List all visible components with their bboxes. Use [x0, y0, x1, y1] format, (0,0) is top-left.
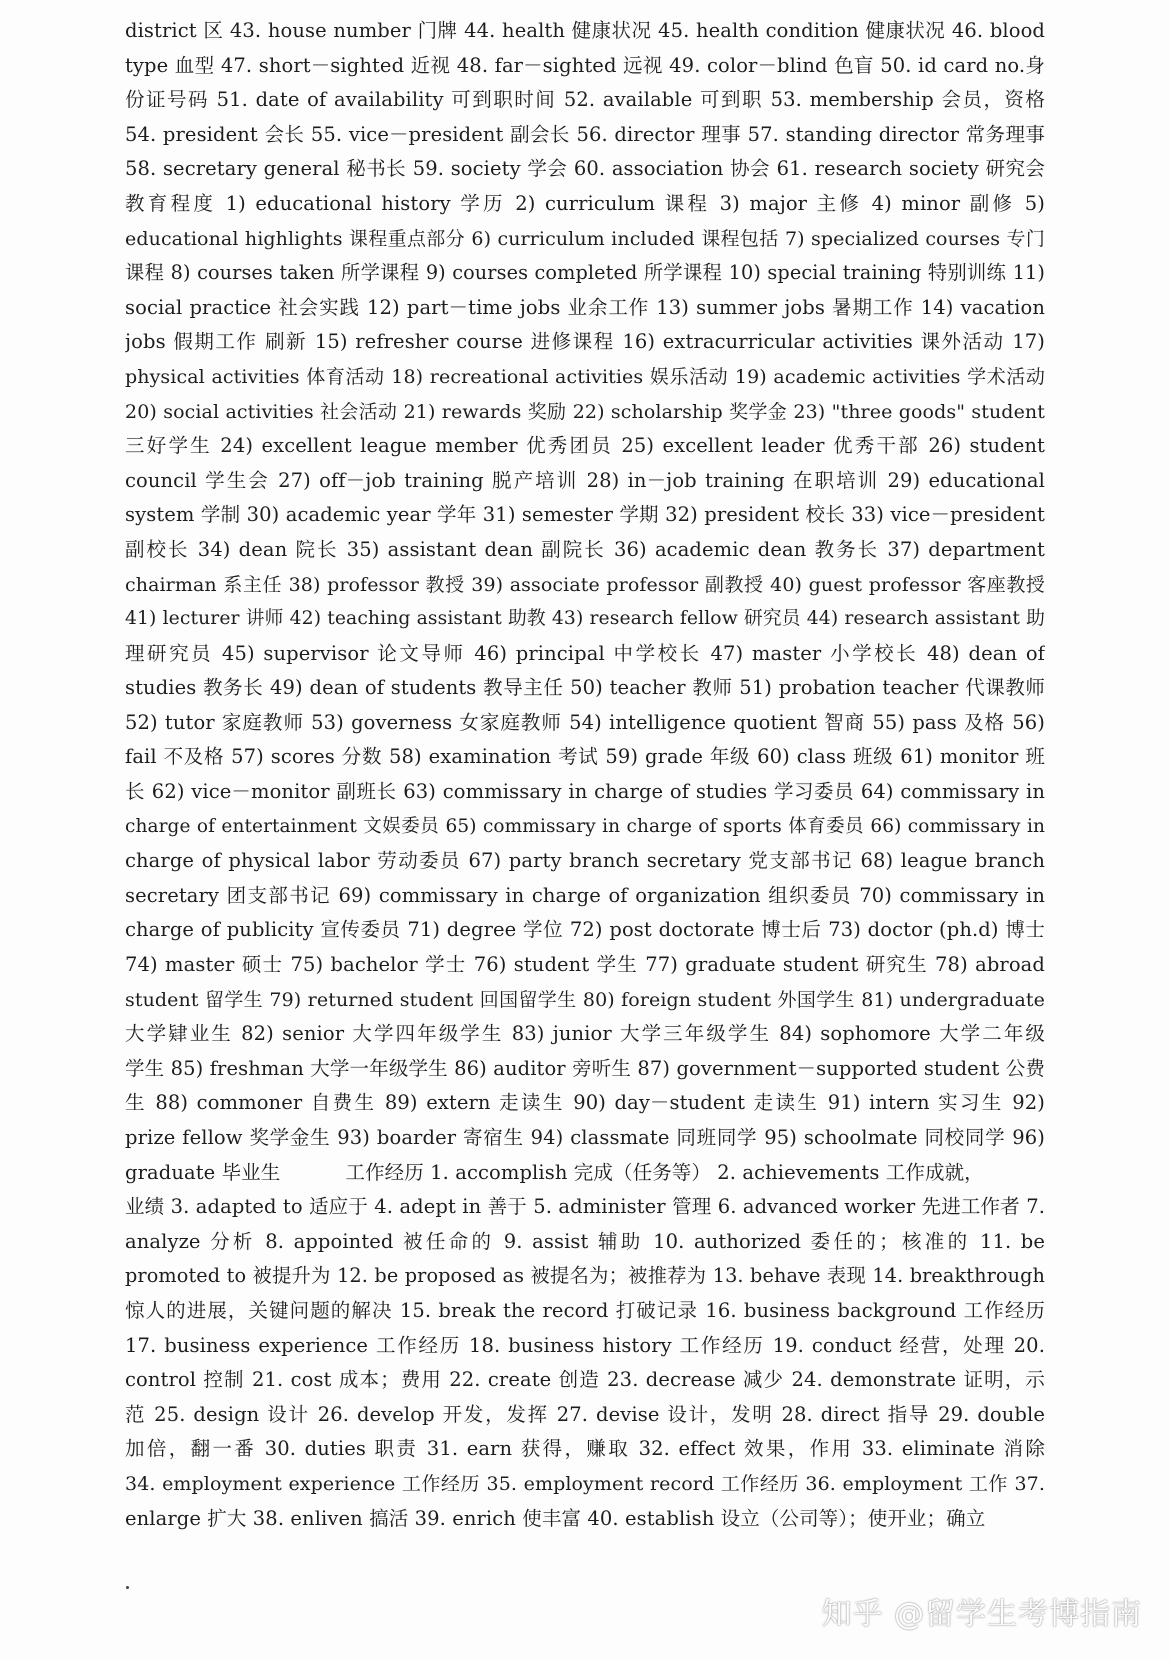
- text-line: 17. business experience 工作经历 18. business history 工作经历 19. conduct 经营，处理 20.: [125, 1333, 1045, 1357]
- text-line: educational highlights 课程重点部分 6) curriculum included 课程包括 7) specialized courses 专门: [125, 227, 1045, 250]
- text-line: chairman 系主任 38) professor 教授 39) associate professor 副教授 40) guest professor 客座教授: [125, 573, 1045, 596]
- text-line: 学生 85) freshman 大学一年级学生 86) auditor 旁听生 87) government－supported student 公费: [125, 1056, 1045, 1080]
- text-line: 加倍，翻一番 30. duties 职责 31. earn 获得，赚取 32. effect 效果，作用 33. eliminate 消除: [125, 1437, 1045, 1461]
- text-line: 份证号码 51. date of availability 可到职时间 52. available 可到职 53. membership 会员，资格: [125, 88, 1045, 112]
- text-line: fail 不及格 57) scores 分数 58) examination 考试 59) grade 年级 60) class 班级 61) monitor 班: [125, 745, 1045, 769]
- text-line: 教育程度 1) educational history 学历 2) curriculum 课程 3) major 主修 4) minor 副修 5): [125, 191, 1045, 215]
- text-line: physical activities 体育活动 18) recreational activities 娱乐活动 19) academic activities 学术活动: [125, 365, 1045, 388]
- text-line: student 留学生 79) returned student 回国留学生 80) foreign student 外国学生 81) undergraduate: [125, 988, 1045, 1011]
- text-line: 74) master 硕士 75) bachelor 学士 76) student 学生 77) graduate student 研究生 78) abroad: [125, 953, 1045, 977]
- text-line: council 学生会 27) off－job training 脱产培训 28) in－job training 在职培训 29) educational: [125, 468, 1045, 492]
- text-line: charge of entertainment 文娱委员 65) commissary in charge of sports 体育委员 66) commissary in: [125, 815, 1045, 837]
- text-line: 长 62) vice－monitor 副班长 63) commissary in charge of studies 学习委员 64) commissary in: [125, 780, 1045, 804]
- text-line: 54. president 会长 55. vice－president 副会长 56. director 理事 57. standing director 常务理事: [125, 122, 1045, 146]
- text-line: 课程 8) courses taken 所学课程 9) courses completed 所学课程 10) special training 特别训练 11): [125, 261, 1045, 285]
- text-line: 理研究员 45) supervisor 论文导师 46) principal 中学校长 47) master 小学校长 48) dean of: [125, 641, 1045, 665]
- text-line: type 血型 47. short－sighted 近视 48. far－sighted 远视 49. color－blind 色盲 50. id card no.身: [125, 53, 1045, 77]
- text-line: promoted to 被提升为 12. be proposed as 被提名为；被推荐为 13. behave 表现 14. breakthrough: [125, 1264, 1045, 1288]
- text-line: 41) lecturer 讲师 42) teaching assistant 助教 43) research fellow 研究员 44) research assistant 助: [125, 608, 1045, 630]
- text-line: 大学肄业生 82) senior 大学四年级学生 83) junior 大学三年级学生 84) sophomore 大学二年级: [125, 1022, 1045, 1046]
- text-line: district 区 43. house number 门牌 44. health 健康状况 45. health condition 健康状况 46. blood: [125, 19, 1045, 42]
- text-line: 生 88) commoner 自费生 89) extern 走读生 90) day－student 走读生 91) intern 实习生 92): [125, 1091, 1045, 1115]
- text-line: 惊人的进展，关键问题的解决 15. break the record 打破记录 16. business background 工作经历: [125, 1298, 1045, 1322]
- text-line: studies 教务长 49) dean of students 教导主任 50) teacher 教师 51) probation teacher 代课教师: [125, 676, 1045, 700]
- text-line: system 学制 30) academic year 学年 31) semester 学期 32) president 校长 33) vice－president: [125, 503, 1045, 527]
- text-line: 34. employment experience 工作经历 35. employment record 工作经历 36. employment 工作 37.: [125, 1472, 1045, 1495]
- text-line: charge of physical labor 劳动委员 67) party branch secretary 党支部书记 68) league branch: [125, 849, 1045, 873]
- text-line: 58. secretary general 秘书长 59. society 学会 60. association 协会 61. research society 研究会: [125, 157, 1045, 181]
- zhihu-watermark: 知乎 @留学生考博指南: [821, 1597, 1142, 1632]
- vocabulary-text-block: [125, 14, 1045, 1536]
- text-line: jobs 假期工作 刷新 15) refresher course 进修课程 16) extracurricular activities 课外活动 17): [125, 330, 1045, 354]
- text-line: graduate 毕业生 工作经历 1. accomplish 完成（任务等） 2. achievements 工作成就，: [125, 1160, 984, 1184]
- text-line: 业绩 3. adapted to 适应于 4. adept in 善于 5. administer 管理 6. advanced worker 先进工作者 7.: [125, 1195, 1045, 1219]
- text-line: 三好学生 24) excellent league member 优秀团员 25) excellent leader 优秀干部 26) student: [125, 434, 1045, 458]
- text-line: enlarge 扩大 38. enliven 搞活 39. enrich 使丰富 40. establish 设立（公司等）；使开业；确立: [125, 1506, 986, 1530]
- text-line: 范 25. design 设计 26. develop 开发，发挥 27. devise 设计，发明 28. direct 指导 29. double: [125, 1402, 1045, 1426]
- text-line: charge of publicity 宣传委员 71) degree 学位 72) post doctorate 博士后 73) doctor (ph.d) 博士: [125, 918, 1045, 942]
- text-line: prize fellow 奖学金生 93) boarder 寄宿生 94) classmate 同班同学 95) schoolmate 同校同学 96): [125, 1126, 1045, 1149]
- text-line: 副校长 34) dean 院长 35) assistant dean 副院长 36) academic dean 教务长 37) department: [125, 537, 1045, 561]
- stray-dot-mark: [126, 1586, 129, 1589]
- text-line: analyze 分析 8. appointed 被任命的 9. assist 辅助 10. authorized 委任的；核准的 11. be: [125, 1229, 1045, 1253]
- text-line: 52) tutor 家庭教师 53) governess 女家庭教师 54) intelligence quotient 智商 55) pass 及格 56): [125, 710, 1045, 734]
- text-line: secretary 团支部书记 69) commissary in charge of organization 组织委员 70) commissary in: [125, 883, 1045, 907]
- text-line: 20) social activities 社会活动 21) rewards 奖励 22) scholarship 奖学金 23) "three goods" student: [125, 400, 1045, 423]
- text-line: social practice 社会实践 12) part－time jobs 业余工作 13) summer jobs 暑期工作 14) vacation: [125, 295, 1045, 319]
- text-line: control 控制 21. cost 成本；费用 22. create 创造 23. decrease 减少 24. demonstrate 证明，示: [125, 1368, 1045, 1392]
